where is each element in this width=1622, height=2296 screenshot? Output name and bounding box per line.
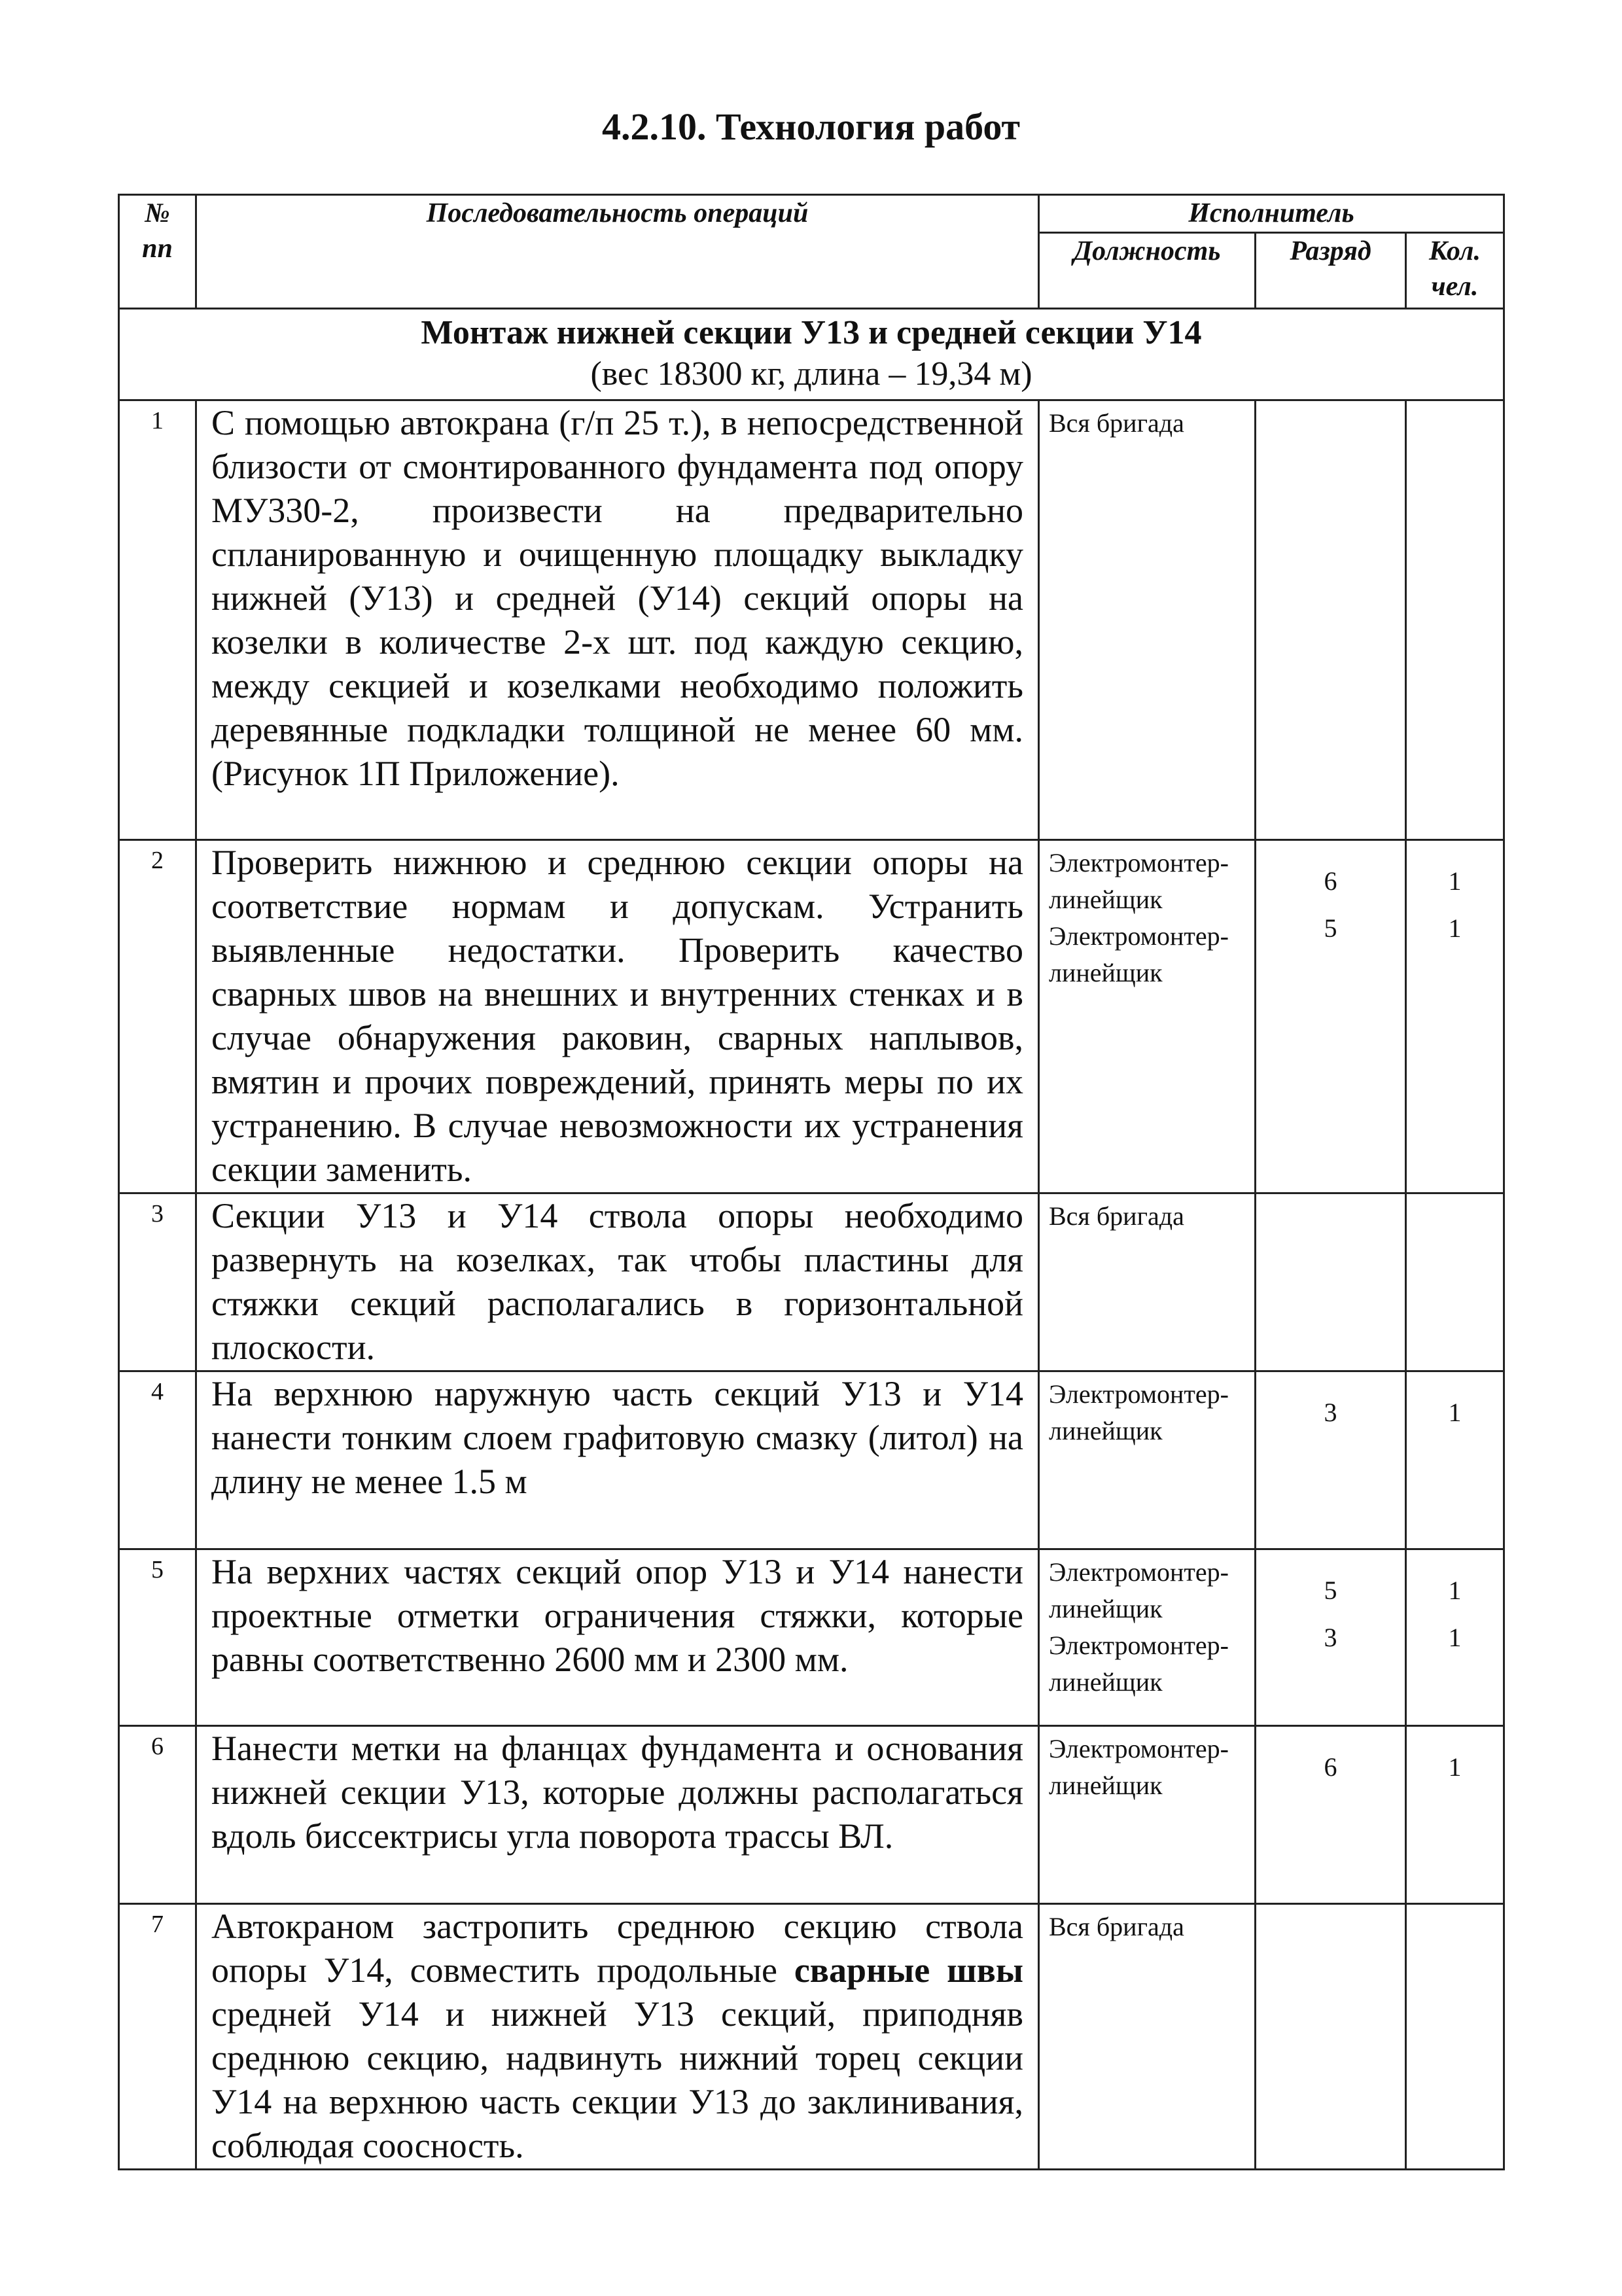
table-row bbox=[119, 1549, 1504, 1726]
table-row bbox=[119, 400, 1504, 840]
row-grade bbox=[1256, 1904, 1406, 2170]
row-position: Электромонтер-линейщик Электромонтер-линейщик bbox=[1039, 1549, 1256, 1726]
row-operation bbox=[196, 1904, 1039, 2170]
grade-value: 5 bbox=[1324, 913, 1337, 943]
row-operation: С помощью автокрана (г/п 25 т.), в непосредственной близости от смонтированного фундамента под опору МУ330-2, произвести на предварительно спланированную и очищенную площадку выкладку нижней (У13) и средней (У14) секций опоры на козелки в количестве 2-х шт. под каждую секцию, между секцией и козелками необходимо положить деревянные подкладки толщиной не менее 60 мм. (Рисунок 1П Приложение). bbox=[196, 400, 1039, 840]
row-number: 1 bbox=[119, 400, 196, 840]
row-position: Вся бригада bbox=[1039, 1193, 1256, 1371]
row-position: Электромонтер-линейщик Электромонтер-линейщик bbox=[1039, 840, 1256, 1193]
header-operations: Последовательность операций bbox=[196, 195, 1039, 309]
header-number-line1: № bbox=[145, 198, 170, 228]
row-position: Электромонтер-линейщик bbox=[1039, 1726, 1256, 1904]
row-count bbox=[1406, 1726, 1504, 1904]
section-header bbox=[119, 309, 1504, 400]
table-row bbox=[119, 1193, 1504, 1371]
header-count bbox=[1406, 233, 1504, 309]
operation-text: Автокраном застропить среднюю секцию ствола опоры У14, совместить продольные bbox=[211, 1907, 1023, 1990]
row-number: 5 bbox=[119, 1549, 196, 1726]
row-operation: Нанести метки на фланцах фундамента и основания нижней секции У13, которые должны располагаться вдоль биссектрисы угла поворота трассы ВЛ. bbox=[196, 1726, 1039, 1904]
header-count-line1: Кол. bbox=[1429, 236, 1481, 266]
header-count-line2: чел. bbox=[1431, 272, 1479, 302]
row-number: 2 bbox=[119, 840, 196, 1193]
count-value: 1 bbox=[1448, 913, 1462, 943]
count-value: 1 bbox=[1448, 866, 1462, 896]
row-count bbox=[1406, 840, 1504, 1193]
work-technology-table bbox=[118, 194, 1505, 2170]
header-position: Должность bbox=[1039, 233, 1256, 309]
row-number: 3 bbox=[119, 1193, 196, 1371]
header-number-line2: пп bbox=[142, 234, 173, 264]
grade-value: 6 bbox=[1324, 1752, 1337, 1782]
header-grade: Разряд bbox=[1256, 233, 1406, 309]
section-subtitle: (вес 18300 кг, длина – 19,34 м) bbox=[590, 355, 1032, 393]
row-grade bbox=[1256, 1726, 1406, 1904]
row-count bbox=[1406, 400, 1504, 840]
row-grade bbox=[1256, 1193, 1406, 1371]
row-count bbox=[1406, 1904, 1504, 2170]
header-executor: Исполнитель bbox=[1039, 195, 1504, 233]
grade-value: 3 bbox=[1324, 1623, 1337, 1652]
row-count bbox=[1406, 1193, 1504, 1371]
operation-text: средней У14 и нижней У13 секций, приподняв среднюю секцию, надвинуть нижний торец секции У14 на верхнюю часть секции У13 до заклинивания, соблюдая соосность. bbox=[211, 1994, 1023, 2165]
section-title: Монтаж нижней секции У13 и средней секции У14 bbox=[421, 314, 1202, 351]
row-count bbox=[1406, 1549, 1504, 1726]
row-operation: Проверить нижнюю и среднюю секции опоры на соответствие нормам и допускам. Устранить выявленные недостатки. Проверить качество сварных швов на внешних и внутренних стенках и в случае обнаружения раковин, сварных наплывов, вмятин и прочих повреждений, принять меры по их устранению. В случае невозможности их устранения секции заменить. bbox=[196, 840, 1039, 1193]
table-row bbox=[119, 1371, 1504, 1549]
count-value: 1 bbox=[1448, 1576, 1462, 1605]
count-value: 1 bbox=[1448, 1623, 1462, 1652]
row-position: Электромонтер-линейщик bbox=[1039, 1371, 1256, 1549]
table-row bbox=[119, 840, 1504, 1193]
row-position: Вся бригада bbox=[1039, 400, 1256, 840]
row-operation: Секции У13 и У14 ствола опоры необходимо развернуть на козелках, так чтобы пластины для стяжки секций располагались в горизонтальной плоскости. bbox=[196, 1193, 1039, 1371]
row-operation: На верхнюю наружную часть секций У13 и У14 нанести тонким слоем графитовую смазку (литол) на длину не менее 1.5 м bbox=[196, 1371, 1039, 1549]
row-grade bbox=[1256, 400, 1406, 840]
grade-value: 5 bbox=[1324, 1576, 1337, 1605]
header-number bbox=[119, 195, 196, 309]
row-operation: На верхних частях секций опор У13 и У14 нанести проектные отметки ограничения стяжки, которые равны соответственно 2600 мм и 2300 мм. bbox=[196, 1549, 1039, 1726]
operation-bold-text: сварные швы bbox=[794, 1951, 1023, 1990]
row-number: 6 bbox=[119, 1726, 196, 1904]
count-value: 1 bbox=[1448, 1752, 1462, 1782]
grade-value: 6 bbox=[1324, 866, 1337, 896]
row-count bbox=[1406, 1371, 1504, 1549]
table-row bbox=[119, 1904, 1504, 2170]
row-number: 4 bbox=[119, 1371, 196, 1549]
row-grade bbox=[1256, 1549, 1406, 1726]
table-row bbox=[119, 1726, 1504, 1904]
row-number: 7 bbox=[119, 1904, 196, 2170]
count-value: 1 bbox=[1448, 1398, 1462, 1427]
document-title: 4.2.10. Технология работ bbox=[601, 105, 1021, 148]
row-grade bbox=[1256, 1371, 1406, 1549]
row-grade bbox=[1256, 840, 1406, 1193]
row-position: Вся бригада bbox=[1039, 1904, 1256, 2170]
grade-value: 3 bbox=[1324, 1398, 1337, 1427]
